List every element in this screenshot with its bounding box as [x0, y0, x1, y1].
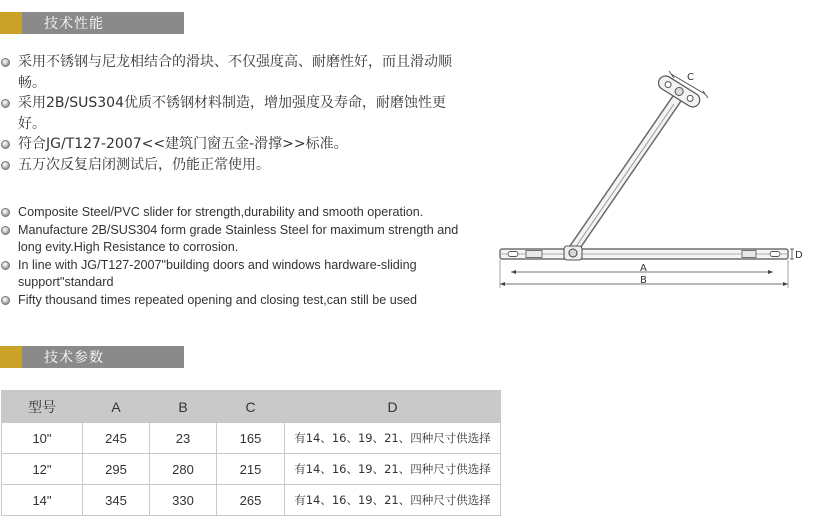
header-a: A [83, 391, 150, 423]
list-item [0, 93, 470, 134]
feature-text: In line with JG/T127-2007"building doors and windows hardware-sliding support"standard [18, 257, 417, 289]
bullet-icon [1, 261, 10, 270]
cell-c: 165 [217, 423, 285, 454]
cell-b: 23 [150, 423, 217, 454]
bullet-icon [1, 296, 10, 305]
cell-model: 10" [2, 423, 83, 454]
stay-arm [573, 100, 676, 250]
bullet-icon [1, 226, 10, 235]
header-d: D [285, 391, 501, 423]
table-header-row [2, 391, 501, 423]
dimension-a [511, 263, 773, 274]
header-model: 型号 [2, 391, 83, 423]
header-c: C [217, 391, 285, 423]
cell-b: 280 [150, 454, 217, 485]
list-item [0, 155, 470, 176]
cell-a: 345 [83, 485, 150, 516]
cell-model: 14" [2, 485, 83, 516]
cell-c: 215 [217, 454, 285, 485]
bullet-icon [1, 58, 10, 67]
table-row [2, 454, 501, 485]
feature-list-cn [0, 52, 470, 175]
table-row [2, 485, 501, 516]
feature-text: 采用2B/SUS304优质不锈钢材料制造，增加强度及寿命，耐磨蚀性更好。 [18, 95, 446, 132]
dimension-d [790, 249, 803, 261]
list-item [0, 257, 470, 292]
table-row [2, 423, 501, 454]
feature-text: 五万次反复启闭测试后，仍能正常使用。 [18, 156, 270, 173]
section-title: 技术参数 [22, 346, 184, 368]
cell-a: 295 [83, 454, 150, 485]
list-item [0, 204, 470, 222]
label-d: D [795, 250, 803, 261]
section-accent [0, 12, 22, 34]
feature-text: 采用不锈钢与尼龙相结合的滑块、不仅强度高、耐磨性好，而且滑动顺畅。 [18, 54, 452, 91]
feature-text: Manufacture 2B/SUS304 form grade Stainless Steel for maximum strength and long evity.High Resistance to corrosion. [18, 222, 459, 254]
cell-b: 330 [150, 485, 217, 516]
cell-c: 265 [217, 485, 285, 516]
label-a: A [640, 263, 647, 274]
feature-text: Fifty thousand times repeated opening and closing test,can still be used [18, 292, 418, 307]
feature-list-en [0, 204, 470, 309]
cell-a: 245 [83, 423, 150, 454]
friction-stay-diagram [494, 66, 818, 306]
feature-text: 符合JG/T127-2007<<建筑门窗五金-滑撑>>标准。 [18, 136, 348, 152]
cell-d: 有14、16、19、21、四种尺寸供选择 [285, 454, 501, 485]
bottom-track [500, 249, 788, 259]
bullet-icon [1, 161, 10, 170]
list-item [0, 52, 470, 93]
label-b: B [640, 275, 647, 286]
section-accent [0, 346, 22, 368]
parameter-table [1, 390, 501, 516]
list-item [0, 292, 470, 310]
list-item [0, 222, 470, 257]
header-b: B [150, 391, 217, 423]
feature-text: Composite Steel/PVC slider for strength,durability and smooth operation. [18, 205, 424, 219]
bullet-icon [1, 140, 10, 149]
label-c: C [687, 72, 694, 83]
cell-d: 有14、16、19、21、四种尺寸供选择 [285, 423, 501, 454]
cell-d: 有14、16、19、21、四种尺寸供选择 [285, 485, 501, 516]
section-title: 技术性能 [22, 12, 184, 34]
bullet-icon [1, 208, 10, 217]
cell-model: 12" [2, 454, 83, 485]
slider-pivot [564, 246, 582, 260]
list-item [0, 134, 470, 155]
section-header-parameters [0, 346, 184, 368]
bullet-icon [1, 99, 10, 108]
section-header-performance [0, 12, 184, 34]
